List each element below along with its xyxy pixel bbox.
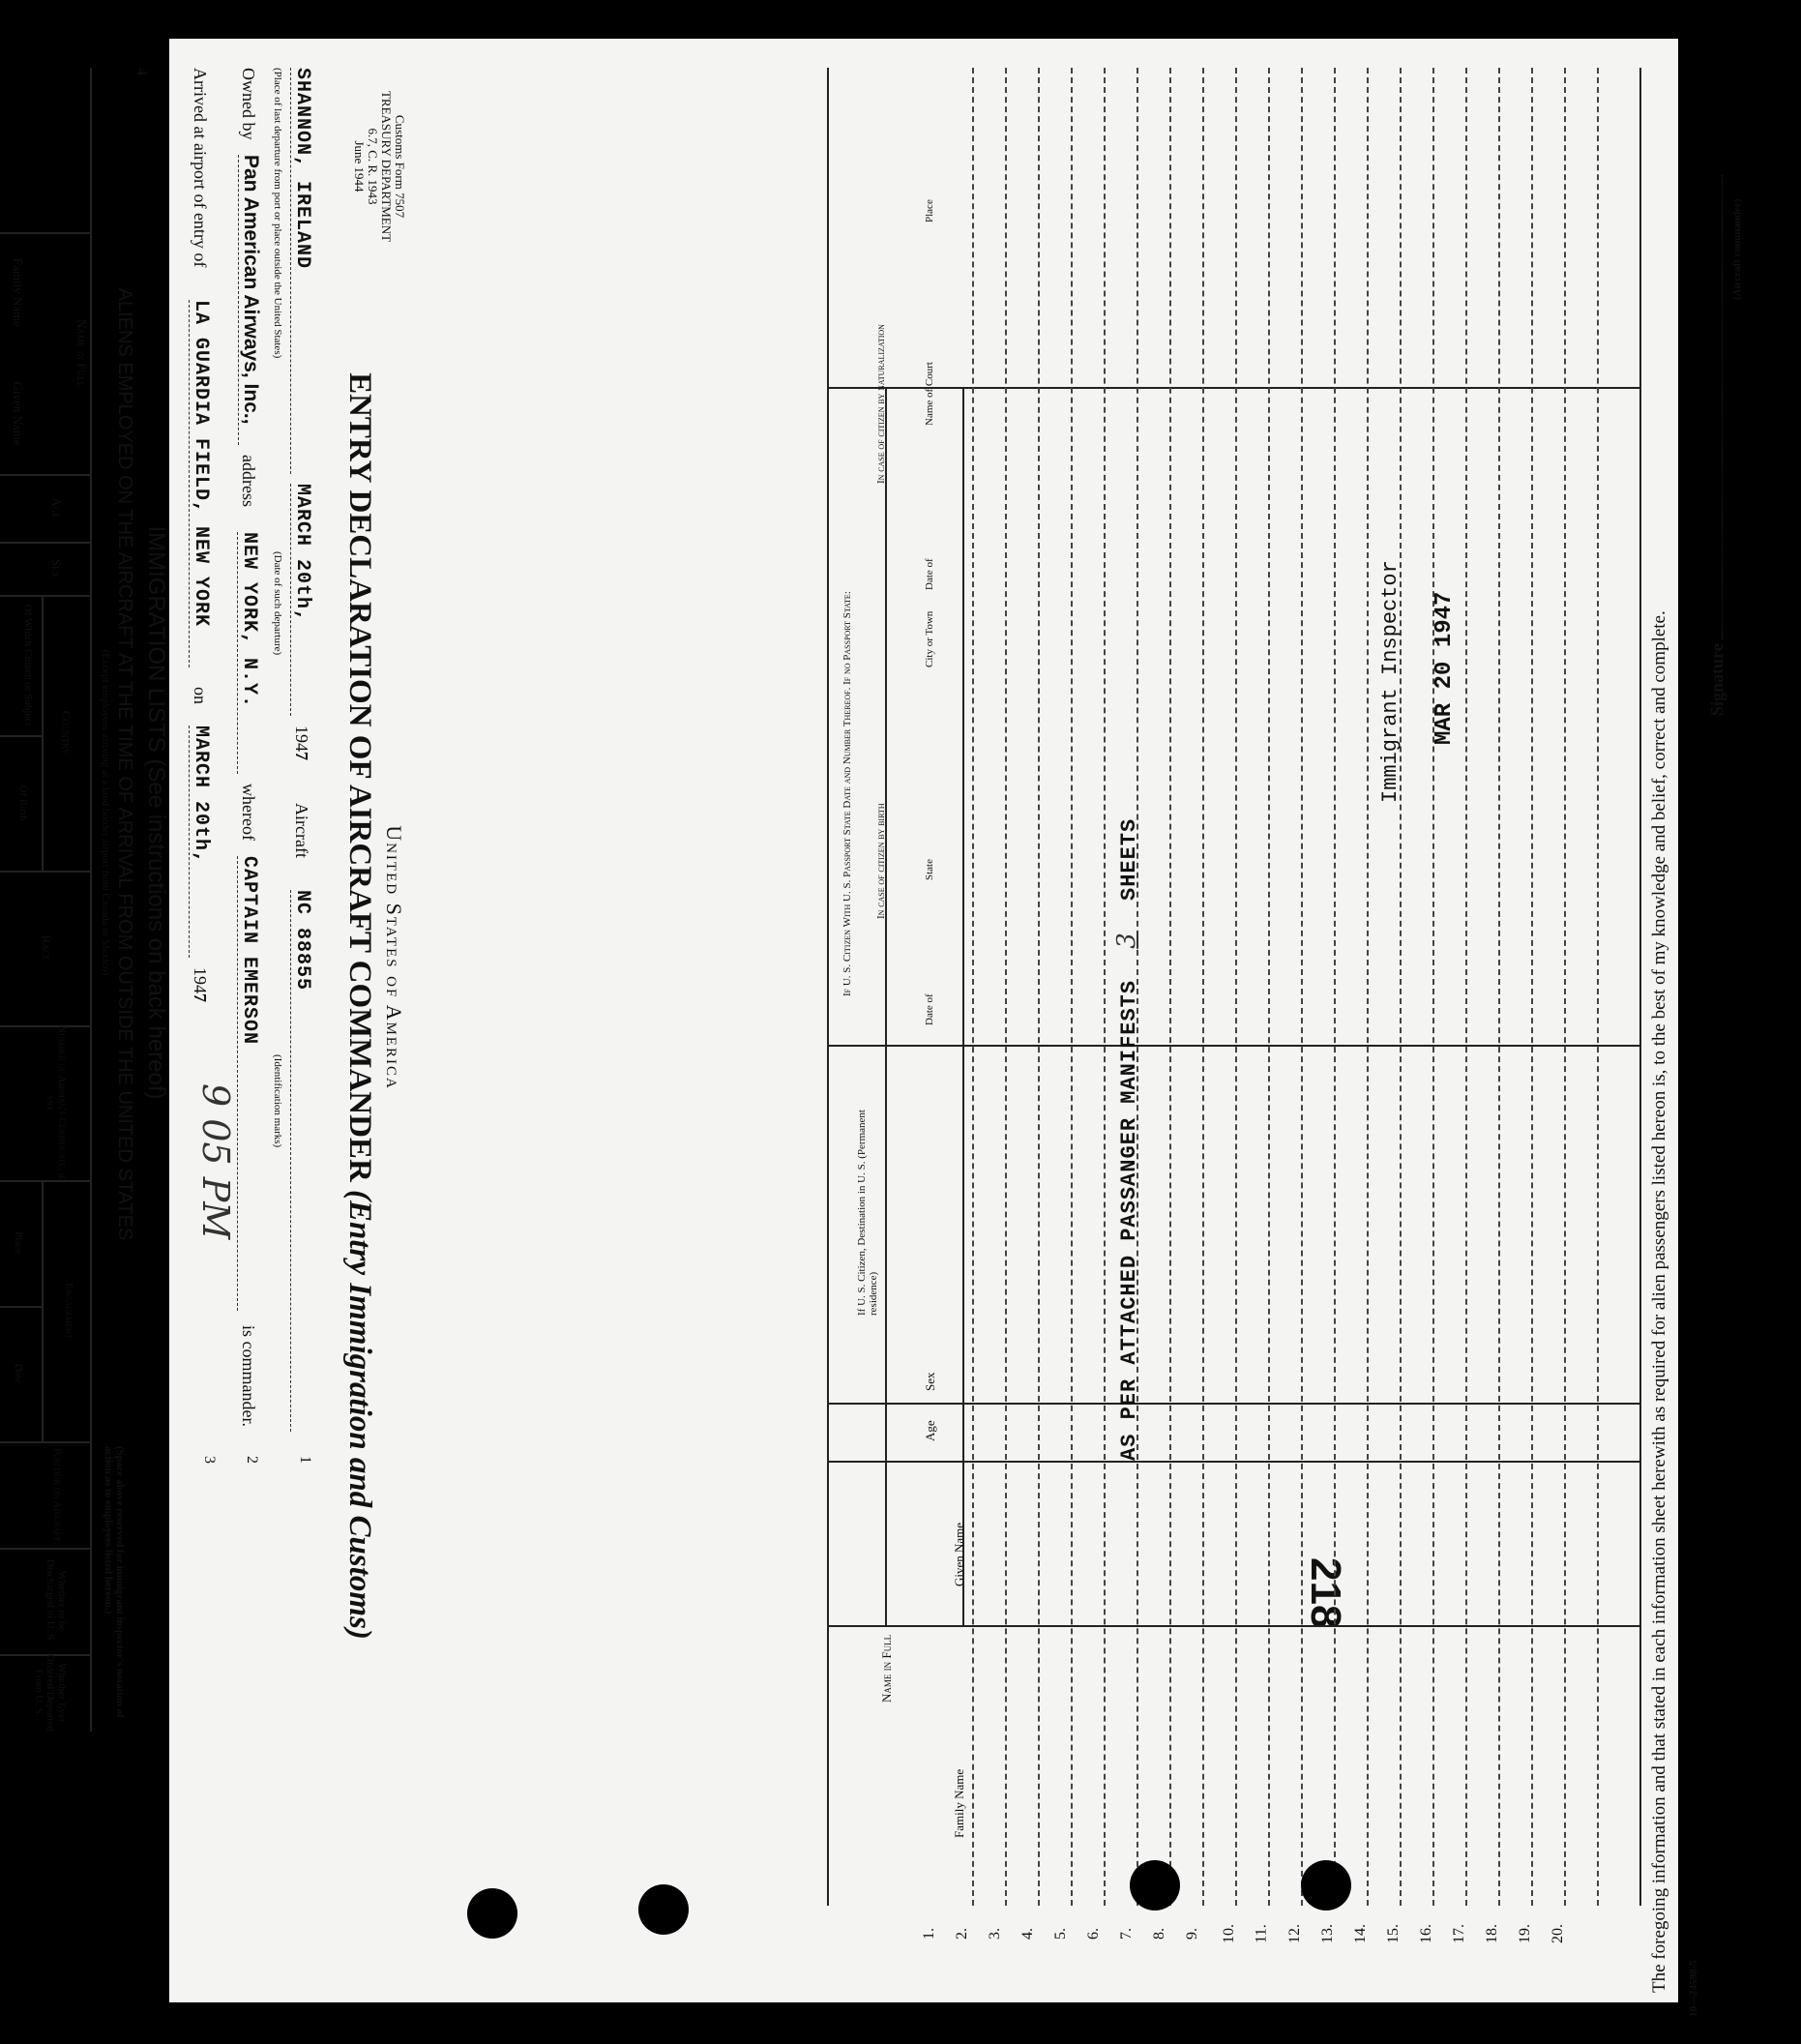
crew-header-discharged: Whether to be Discharged in U. S.	[44, 1558, 68, 1644]
punch-hole-4	[1301, 1860, 1351, 1911]
reserved-note: (Space above reserved for immigrant inspector's notation of action as to employees listed hereon.)	[103, 1446, 126, 1718]
passenger-row-number: 16.	[1418, 1924, 1434, 1943]
pass-header-sex: Sex	[923, 1372, 937, 1391]
owner-field[interactable]: Pan American Airways, Inc.,	[238, 155, 262, 445]
crew-header-race: Race	[40, 934, 54, 962]
passenger-row-number: 7.	[1118, 1928, 1135, 1940]
line-number-4: 4	[133, 68, 150, 75]
pass-header-by-birth: In case of citizen by birth	[875, 803, 887, 919]
inspector-stamp: Immigrant Inspector	[1378, 560, 1402, 803]
passenger-row-number: 18.	[1484, 1924, 1500, 1943]
signature-label: Signature	[1707, 175, 1727, 716]
pass-header-court: Name of Court	[924, 362, 935, 426]
passenger-row-number: 11.	[1253, 1924, 1270, 1943]
crew-header-date: Date	[13, 1363, 24, 1384]
passenger-row-number: 12.	[1286, 1924, 1303, 1943]
signature-caption: (Aircraft commander)	[1731, 198, 1743, 300]
pass-header-given: Given Name	[952, 1522, 966, 1586]
on-label: on	[191, 687, 210, 704]
year-prefix-1: 1947	[292, 726, 311, 760]
line-number-2: 2	[244, 1456, 260, 1464]
pass-header-state: State	[924, 859, 935, 880]
signature-line[interactable]	[1722, 175, 1723, 639]
passenger-headers	[827, 68, 1639, 1993]
whereof-label: whereof	[239, 784, 258, 841]
pass-header-name: Name in Full	[879, 1634, 894, 1703]
aliens-title: ALIENS EMPLOYED ON THE AIRCRAFT AT THE TIME OF ARRIVAL FROM OUTSIDE THE UNITED STATES	[114, 287, 135, 1241]
crew-header-deported: Whether Ever Ordered Deported From U. S.	[33, 1654, 68, 1732]
immigration-title: IMMIGRATION LISTS (See instructions on back hereof)	[143, 525, 169, 1100]
passenger-row-number: 3.	[987, 1928, 1003, 1940]
passenger-row-number: 15.	[1385, 1924, 1402, 1943]
time-notation: 9 05 PM	[194, 1083, 237, 1240]
passenger-row-number: 1.	[921, 1928, 937, 1940]
passenger-row-number: 20.	[1550, 1924, 1566, 1943]
crew-header-position: Position on Aircraft	[51, 1447, 63, 1542]
line-number-3: 3	[201, 1456, 218, 1464]
departure-place-field[interactable]: SHANNON, IRELAND	[290, 68, 313, 474]
form-edition-date: June 1944	[352, 140, 367, 193]
pass-header-city: City or Town	[924, 610, 935, 667]
punch-hole-1	[467, 1888, 517, 1939]
manifest-note	[1112, 818, 1141, 1461]
passenger-row-number: 13.	[1319, 1924, 1336, 1943]
pass-header-age: Age	[923, 1420, 937, 1441]
manifest-suffix: SHEETS	[1117, 817, 1141, 901]
commander-field[interactable]: CAPTAIN EMERSON	[237, 856, 260, 1311]
manifest-count[interactable]: 3	[1112, 932, 1141, 949]
crew-header-given: Given Name	[11, 381, 25, 446]
departure-date-field[interactable]: MARCH 20th,	[290, 484, 313, 716]
crew-header-name: Name in Full	[74, 318, 89, 388]
aircraft-id-field[interactable]: NC 88855	[290, 890, 313, 1432]
address-label: address	[239, 455, 258, 507]
punch-hole-3	[1130, 1860, 1180, 1911]
departure-date-caption: (Date of such departure)	[272, 551, 283, 656]
punch-hole-2	[638, 1884, 689, 1935]
customs-form-number: Customs Form 7507	[393, 114, 407, 219]
crew-header-place: Place	[13, 1231, 24, 1255]
passenger-row-number: 10.	[1221, 1924, 1237, 1943]
pass-header-family: Family Name	[952, 1768, 966, 1838]
arrival-date-field[interactable]: MARCH 20th,	[189, 726, 212, 958]
pass-header-passport: If U. S. Citizen With U. S. Passport State Date and Number Thereof. If no Passport State:	[841, 591, 853, 996]
passenger-row-number: 17.	[1451, 1924, 1467, 1943]
printer-code: 10—24598-5	[1688, 1960, 1699, 2017]
line-number-1: 1	[297, 1456, 313, 1464]
passenger-row-number: 4.	[1019, 1928, 1036, 1940]
department-name: TREASURY DEPARTMENT	[379, 90, 394, 243]
aircraft-label: Aircraft	[292, 803, 311, 858]
crew-header-engagement: Engagement	[63, 1283, 74, 1339]
crew-header-age: Age	[49, 497, 64, 518]
crew-header-birth: Of Birth	[17, 785, 29, 821]
passenger-row-number: 8.	[1151, 1928, 1167, 1940]
arrival-airport-field[interactable]: LA GUARDIA FIELD, NEW YORK	[189, 300, 212, 667]
crew-header-family: Family Name	[11, 257, 25, 328]
passenger-row-numbers	[921, 1924, 1659, 1964]
crew-header-sex: Sex	[49, 558, 64, 578]
pass-header-place: Place	[924, 199, 935, 222]
is-commander-label: is commander.	[239, 1325, 258, 1427]
address-field[interactable]: NEW YORK, N.Y.	[237, 532, 260, 774]
aircraft-id-caption: (Identification marks)	[272, 1054, 283, 1148]
crew-header-country: Country	[59, 710, 74, 755]
passenger-row-number: 14.	[1352, 1924, 1369, 1943]
date-stamp: MAR 20 1947	[1432, 591, 1458, 745]
pass-header-destination: If U. S. Citizen, Destination in U. S. (Permanent residence)	[856, 1110, 879, 1316]
passenger-row-number: 6.	[1085, 1928, 1102, 1940]
footer-statement: The foregoing information and that stated in each information sheet herewith as required for alien passengers listed hereon is, to the best of my knowledge and belief, correct and complete.	[1649, 610, 1669, 1993]
passenger-row-number: 5.	[1052, 1928, 1069, 1940]
crew-header-cert: Number of Airman's Certificate, if any	[44, 1025, 68, 1180]
passenger-row-number: 9.	[1184, 1928, 1200, 1940]
form-title-main: ENTRY DECLARATION OF AIRCRAFT COMMANDER	[342, 372, 377, 1182]
crew-header-citizen: Of Which Citizen or Subject	[22, 604, 34, 726]
country-header: United States of America	[382, 825, 406, 1090]
arrived-label: Arrived at airport of entry of	[191, 68, 210, 268]
passenger-row-number: 2.	[954, 1928, 970, 1940]
departure-place-caption: (Place of last departure from port or place outside the United States)	[272, 68, 283, 359]
crew-table	[0, 68, 92, 1732]
page-number-stamp: 218	[1302, 1557, 1349, 1629]
form-title-sub: (Entry Immigration and Customs)	[342, 1190, 377, 1640]
pass-header-nat-date: Date of	[924, 558, 935, 590]
year-prefix-2: 1947	[191, 967, 210, 1002]
manifest-prefix: AS PER ATTACHED PASSANGER MANIFESTS	[1117, 979, 1141, 1461]
passenger-row-number: 19.	[1517, 1924, 1533, 1943]
pass-header-by-naturalization: In case of citizen by naturalization	[875, 324, 887, 484]
cfr-reference: 6.7, C. R. 1943	[366, 128, 380, 205]
aliens-note: (Except employees arriving at a land border airport from Canada or Mexico)	[100, 649, 111, 976]
owned-by-label: Owned by	[239, 68, 258, 140]
pass-header-birth-date: Date of	[924, 993, 935, 1025]
